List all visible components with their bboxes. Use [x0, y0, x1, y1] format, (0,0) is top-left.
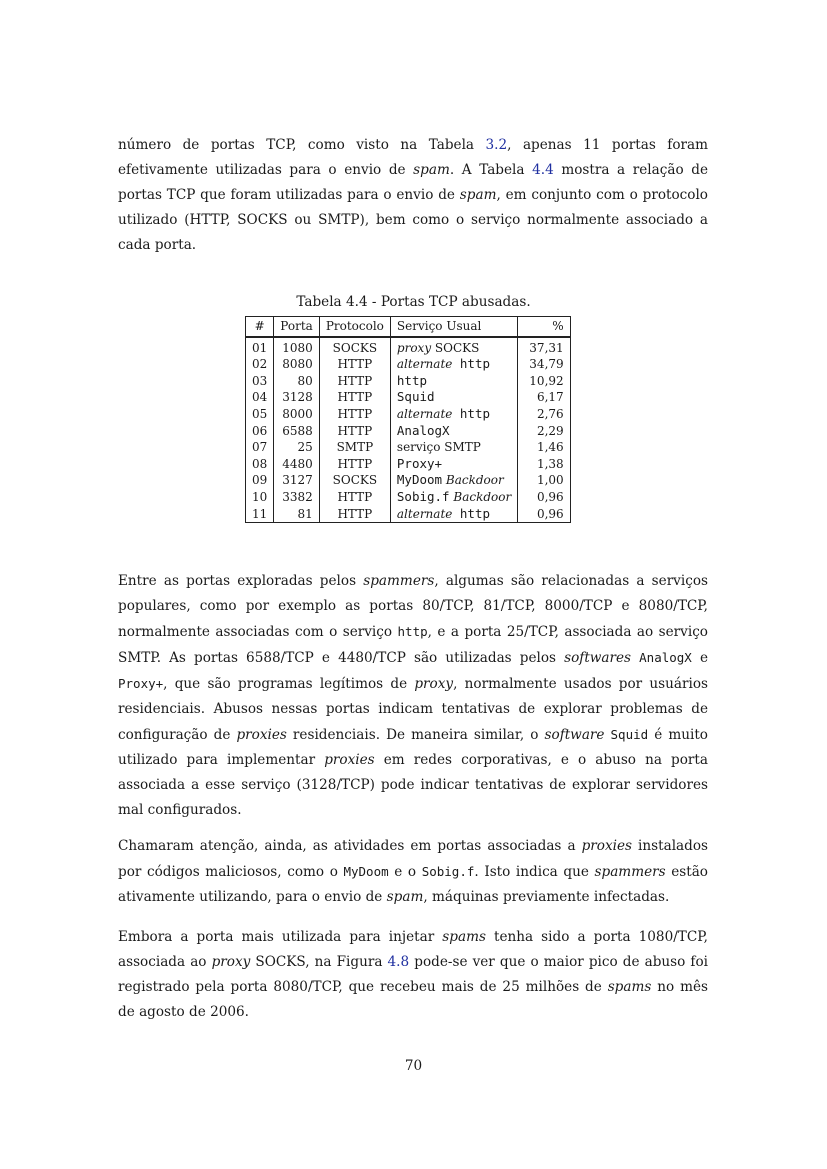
- cell-percent: 10,92: [518, 373, 570, 390]
- cell-protocolo: HTTP: [319, 423, 390, 440]
- text: , apenas 11 portas foram efetivamente utilizadas para o envio de: [118, 137, 708, 178]
- code-text: http: [452, 356, 491, 372]
- cell-percent: 37,31: [518, 337, 570, 357]
- code-text: Proxy+: [118, 676, 164, 691]
- text: , em conjunto com o protocolo utilizado (HTTP, SOCKS ou SMTP), bem como o serviço normalmente associado a cada porta.: [118, 187, 708, 253]
- cell-servico: [390, 337, 517, 357]
- cell-protocolo: HTTP: [319, 373, 390, 390]
- header-servico: Serviço Usual: [390, 317, 517, 337]
- code-text: Proxy+: [396, 455, 443, 471]
- emphasis: spammers: [363, 573, 435, 589]
- cell-porta: 4480: [274, 456, 320, 473]
- cell-porta: 80: [274, 373, 320, 390]
- table-row: [246, 337, 571, 357]
- cell-protocolo: HTTP: [319, 356, 390, 373]
- emphasis: Backdoor: [442, 473, 504, 488]
- text: em redes corporativas, e o abuso na porta associada a esse serviço (3128/TCP) pode indicar tentativas de explorar servidores mal configurados.: [118, 752, 708, 818]
- cell-number: 05: [246, 406, 274, 423]
- table-row: [246, 456, 571, 473]
- text: pode-se ver que o maior pico de abuso foi registrado pela porta 8080/TCP, que recebeu mais de 25 milhões de: [118, 954, 708, 995]
- table-row: [246, 373, 571, 390]
- emphasis: spam: [459, 187, 497, 203]
- cell-protocolo: HTTP: [319, 506, 390, 523]
- ref-figura-4-8-link[interactable]: 4.8: [387, 954, 410, 970]
- table-row: [246, 389, 571, 406]
- emphasis: proxies: [236, 727, 287, 743]
- emphasis: alternate: [396, 406, 453, 421]
- cell-porta: 3382: [274, 489, 320, 506]
- cell-servico: [390, 439, 517, 456]
- cell-percent: 0,96: [518, 506, 570, 523]
- text: , e a porta 25/TCP, associada ao serviço SMTP. As portas 6588/TCP e 4480/TCP são utilizadas pelos: [118, 624, 708, 666]
- header-protocolo: Protocolo: [319, 317, 390, 337]
- table-row: [246, 489, 571, 506]
- cell-servico: [390, 406, 517, 423]
- code-text: MyDoom: [343, 864, 389, 879]
- cell-porta: 8080: [274, 356, 320, 373]
- emphasis: alternate: [396, 506, 453, 521]
- cell-protocolo: SOCKS: [319, 337, 390, 357]
- code-text: Squid: [610, 727, 649, 742]
- text: , máquinas previamente infectadas.: [423, 889, 670, 905]
- cell-porta: 6588: [274, 423, 320, 440]
- code-text: MyDoom: [396, 472, 443, 488]
- text: tenha sido a porta 1080/TCP, associada ao: [118, 929, 708, 970]
- emphasis: proxy: [211, 954, 251, 970]
- code-text: http: [452, 405, 491, 421]
- paragraph-malicious-proxies: [118, 834, 708, 910]
- cell-number: 10: [246, 489, 274, 506]
- table-row: [246, 439, 571, 456]
- text: SOCKS: [431, 340, 480, 355]
- cell-number: 02: [246, 356, 274, 373]
- text: número de portas TCP, como visto na Tabela: [118, 137, 486, 153]
- text: , que são programas legítimos de: [163, 676, 415, 692]
- code-text: Sobig.f: [396, 488, 450, 504]
- emphasis: spammers: [594, 864, 666, 880]
- cell-servico: [390, 472, 517, 489]
- cell-servico: [390, 489, 517, 506]
- cell-number: 08: [246, 456, 274, 473]
- text: SOCKS, na Figura: [250, 954, 388, 970]
- emphasis: Backdoor: [449, 489, 512, 504]
- cell-protocolo: HTTP: [319, 389, 390, 406]
- cell-percent: 0,96: [518, 489, 570, 506]
- emphasis: spams: [442, 929, 486, 945]
- code-text: http: [397, 624, 428, 639]
- text: Chamaram atenção, ainda, as atividades em portas associadas a: [118, 838, 582, 854]
- table-header-row: [246, 317, 571, 337]
- text: , normalmente usados por usuários residenciais. Abusos nessas portas indicam tentativas de explorar problemas de configuração de: [118, 676, 708, 743]
- table-row: [246, 406, 571, 423]
- code-text: AnalogX: [639, 650, 692, 665]
- cell-servico: [390, 423, 517, 440]
- cell-number: 04: [246, 389, 274, 406]
- code-text: http: [452, 505, 491, 521]
- code-text: Sobig.f: [421, 864, 475, 879]
- text: instalados por códigos maliciosos, como o: [118, 838, 709, 880]
- cell-protocolo: SMTP: [319, 439, 390, 456]
- code-text: Squid: [396, 389, 435, 405]
- cell-servico: [390, 456, 517, 473]
- emphasis: spam: [386, 889, 424, 905]
- emphasis: alternate: [396, 357, 453, 372]
- text: no mês de agosto de 2006.: [118, 979, 708, 1020]
- cell-servico: [390, 356, 517, 373]
- cell-servico: [390, 373, 517, 390]
- cell-number: 07: [246, 439, 274, 456]
- cell-protocolo: HTTP: [319, 489, 390, 506]
- text: estão ativamente utilizando, para o envio de: [118, 864, 708, 905]
- cell-porta: 25: [274, 439, 320, 456]
- cell-percent: 1,46: [518, 439, 570, 456]
- cell-percent: 1,00: [518, 472, 570, 489]
- emphasis: spam: [413, 162, 450, 178]
- cell-servico: [390, 506, 517, 523]
- paragraph-intro: [118, 133, 708, 258]
- text: e o: [388, 864, 422, 880]
- cell-protocolo: HTTP: [319, 456, 390, 473]
- cell-number: 03: [246, 373, 274, 390]
- paragraph-peak-abuse: [118, 925, 708, 1025]
- text: serviço SMTP: [396, 440, 481, 455]
- cell-percent: 2,29: [518, 423, 570, 440]
- table-row: [246, 356, 571, 373]
- cell-porta: 81: [274, 506, 320, 523]
- cell-porta: 8000: [274, 406, 320, 423]
- cell-number: 11: [246, 506, 274, 523]
- text: mostra a relação de portas TCP que foram utilizadas para o envio de: [118, 162, 708, 203]
- cell-porta: 1080: [274, 337, 320, 357]
- page-number: 70: [404, 1058, 423, 1074]
- emphasis: softwares: [564, 650, 632, 666]
- table-row: [246, 506, 571, 523]
- cell-number: 06: [246, 423, 274, 440]
- header-percent: %: [518, 317, 570, 337]
- table-caption: Tabela 4.4 - Portas TCP abusadas.: [296, 294, 531, 310]
- cell-percent: 34,79: [518, 356, 570, 373]
- emphasis: proxies: [324, 752, 375, 768]
- ports-table: [245, 316, 571, 523]
- cell-percent: 6,17: [518, 389, 570, 406]
- cell-porta: 3128: [274, 389, 320, 406]
- text: é muito utilizado para implementar: [118, 727, 708, 768]
- emphasis: proxy: [396, 340, 432, 355]
- emphasis: software: [544, 727, 605, 743]
- cell-protocolo: HTTP: [319, 406, 390, 423]
- cell-porta: 3127: [274, 472, 320, 489]
- table-row: [246, 423, 571, 440]
- text: e: [691, 650, 708, 666]
- header-number: #: [246, 317, 274, 337]
- code-text: http: [396, 372, 428, 388]
- cell-percent: 2,76: [518, 406, 570, 423]
- ref-tabela-3-2-link[interactable]: 3.2: [485, 137, 508, 153]
- cell-protocolo: SOCKS: [319, 472, 390, 489]
- text: residenciais. De maneira similar, o: [286, 727, 545, 743]
- header-porta: Porta: [274, 317, 320, 337]
- text: . Isto indica que: [474, 864, 595, 880]
- text: Entre as portas exploradas pelos: [118, 573, 364, 589]
- cell-servico: [390, 389, 517, 406]
- paragraph-ports-explored: [118, 569, 708, 823]
- text: Embora a porta mais utilizada para injetar: [118, 929, 443, 945]
- text: [631, 650, 639, 666]
- cell-number: 01: [246, 337, 274, 357]
- cell-number: 09: [246, 472, 274, 489]
- emphasis: proxy: [414, 676, 454, 692]
- ref-tabela-4-4-link[interactable]: 4.4: [532, 162, 554, 178]
- emphasis: spams: [607, 979, 652, 995]
- emphasis: proxies: [581, 838, 633, 854]
- text: . A Tabela: [449, 162, 533, 178]
- table-row: [246, 472, 571, 489]
- text: , algumas são relacionadas a serviços populares, como por exemplo as portas 80/TCP, 81/TCP, 8000/TCP e 8080/TCP, normalmente associadas com o serviço: [118, 573, 708, 640]
- cell-percent: 1,38: [518, 456, 570, 473]
- code-text: AnalogX: [396, 422, 450, 438]
